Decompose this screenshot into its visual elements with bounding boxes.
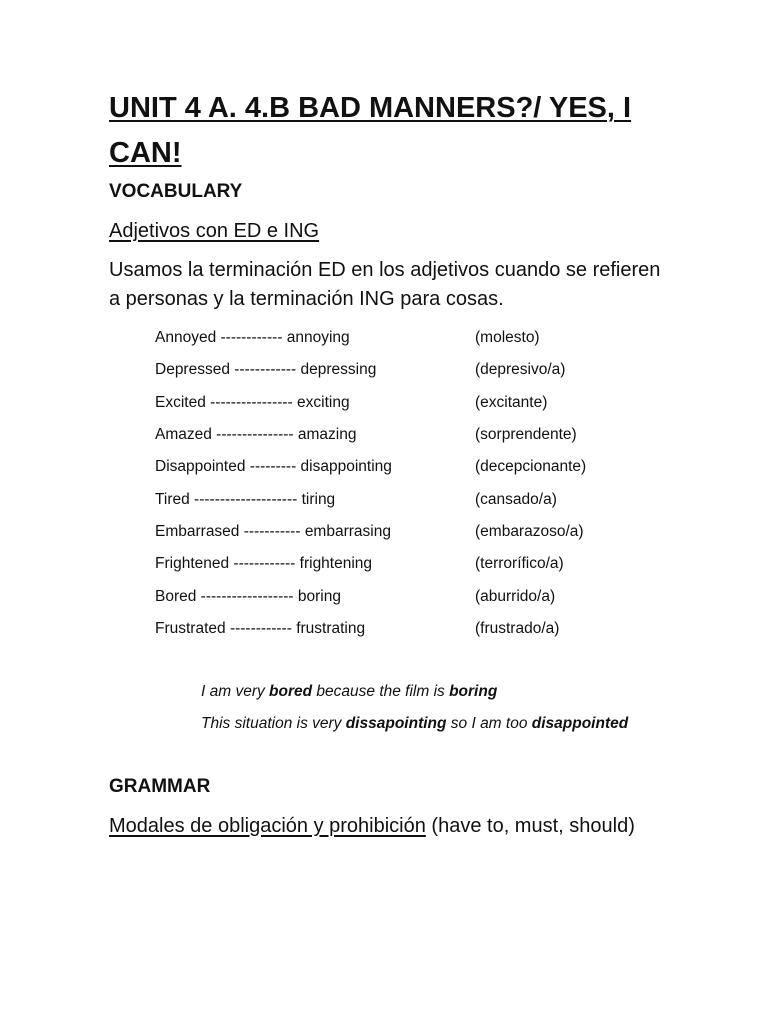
vocabulary-item — [155, 387, 675, 419]
vocabulary-heading: VOCABULARY — [109, 181, 243, 202]
vocabulary-item — [155, 516, 675, 548]
vocabulary-item — [155, 322, 675, 354]
example-keyword: dissapointing — [345, 715, 447, 732]
adjective-pair: Bored ------------------ boring — [155, 587, 341, 605]
example-sentence — [201, 676, 721, 708]
translation: (embarazoso/a) — [475, 522, 584, 540]
adjective-pair: Frightened ------------ frightening — [155, 555, 373, 573]
vocabulary-item — [155, 548, 675, 580]
translation: (aburrido/a) — [475, 587, 556, 605]
grammar-heading: GRAMMAR — [109, 776, 211, 797]
example-sentence — [201, 708, 721, 740]
vocabulary-subheading-text: Adjetivos con ED e ING — [109, 220, 320, 242]
vocabulary-intro: Usamos la terminación ED en los adjetivos cuando se refieren a personas y la terminación ING para cosas. — [109, 259, 661, 310]
adjective-pair: Embarrased ----------- embarrasing — [155, 522, 391, 540]
translation: (terrorífico/a) — [475, 555, 564, 573]
example-text: I am very — [201, 683, 270, 700]
vocabulary-item — [155, 419, 675, 451]
translation: (cansado/a) — [475, 490, 557, 508]
vocabulary-item — [155, 580, 675, 612]
example-keyword: bored — [269, 683, 313, 700]
adjective-pair: Disappointed --------- disappointing — [155, 458, 392, 476]
example-keyword: disappointed — [531, 715, 629, 732]
vocabulary-item — [155, 483, 675, 515]
adjective-pair: Depressed ------------ depressing — [155, 361, 377, 379]
translation: (sorprendente) — [475, 426, 577, 444]
grammar-subheading-rest: (have to, must, should) — [425, 815, 635, 837]
translation: (molesto) — [475, 329, 540, 347]
vocabulary-item — [155, 613, 675, 645]
vocabulary-subheading — [109, 217, 319, 245]
example-text: This situation is very — [201, 715, 346, 732]
grammar-subheading-underlined: Modales de obligación y prohibición — [109, 815, 426, 837]
example-text: so I am too — [446, 715, 532, 732]
document-title: UNIT 4 A. 4.B BAD MANNERS?/ YES, I CAN! — [109, 92, 632, 169]
example-sentences — [201, 676, 721, 740]
translation: (excitante) — [475, 393, 548, 411]
vocabulary-item — [155, 451, 675, 483]
translation: (frustrado/a) — [475, 619, 560, 637]
vocabulary-item — [155, 354, 675, 386]
translation: (decepcionante) — [475, 458, 587, 476]
adjective-pair: Frustrated ------------ frustrating — [155, 619, 366, 637]
adjective-pair: Annoyed ------------ annoying — [155, 329, 350, 347]
translation: (depresivo/a) — [475, 361, 566, 379]
example-keyword: boring — [449, 683, 498, 700]
adjective-pair: Excited ---------------- exciting — [155, 393, 350, 411]
grammar-subheading — [109, 812, 669, 841]
example-text: because the film is — [312, 683, 450, 700]
adjective-pair: Tired -------------------- tiring — [155, 490, 336, 508]
adjective-pair: Amazed --------------- amazing — [155, 426, 357, 444]
vocabulary-list — [155, 322, 675, 645]
